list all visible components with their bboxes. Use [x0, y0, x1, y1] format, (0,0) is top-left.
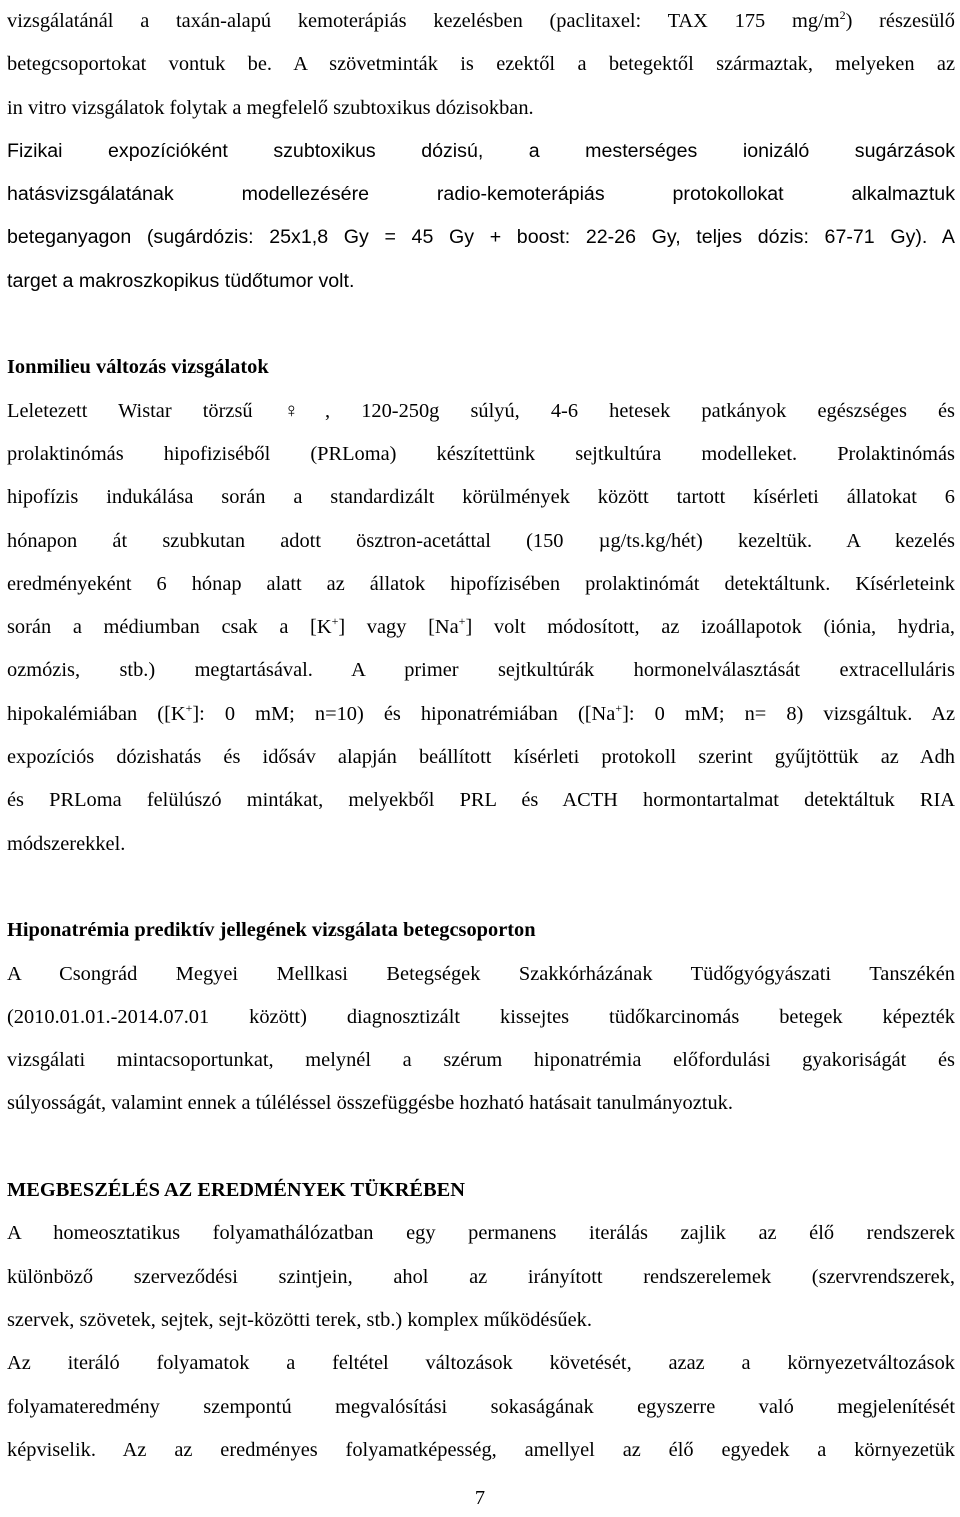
text-line: vizsgálatánál a taxán-alapú kemoterápiás kezelésben (paclitaxel: TAX 175 $mg/m^2$) részesülő — [7, 8, 955, 32]
text-line: (2010.01.01.-2014.07.01 között) diagnosztizált kissejtes tüdőkarcinomás betegek képezték — [7, 1005, 955, 1028]
text-line: folyamateredmény szempontú megvalósítási sokaságának egyszerre való megjelenítését — [7, 1395, 955, 1418]
text-line: módszerekkel. — [7, 832, 126, 855]
text-line: és PRLoma felülúszó mintákat, melyekből PRL és ACTH hormontartalmat detektáltuk RIA — [7, 789, 955, 812]
text-line: súlyosságát, valamint ennek a túléléssel összefüggésbe hozható hatásait tanulmányoztuk. — [7, 1092, 733, 1115]
text-line: Az iteráló folyamatok a feltétel változások követését, azaz a környezetváltozások — [7, 1352, 955, 1375]
text-line: eredményeként 6 hónap alatt az állatok hipofízisében prolaktinómát detektáltunk. Kísérleteink — [7, 572, 955, 595]
superscript: 2 — [839, 8, 846, 23]
text-line: expozíciós dózishatás és idősáv alapján beállított kísérleti protokoll szerint gyűjtöttük az Adh — [7, 746, 955, 769]
spacer — [7, 866, 955, 909]
text-line: ozmózis, stb.) megtartásával. A primer sejtkultúrák hormonelválasztását extracelluláris — [7, 659, 955, 682]
paragraph-ionmilieu — [7, 390, 955, 866]
text-line: beteganyagon (sugárdózis: 25x1,8 Gy = 45 Gy + boost: 22-26 Gy, teljes dózis: 67-71 Gy). A — [7, 226, 955, 249]
text-line: képviselik. Az az eredményes folyamatképesség, amellyel az élő egyedek a környezetük — [7, 1438, 955, 1461]
section-heading-hyponatremia: Hiponatrémia prediktív jellegének vizsgálata betegcsoporton — [7, 919, 536, 942]
text-line: vizsgálati mintacsoportunkat, melynél a szérum hiponatrémia előfordulási gyakoriságát és — [7, 1049, 955, 1072]
text-line: A homeosztatikus folyamathálózatban egy permanens iterálás zajlik az élő rendszerek — [7, 1222, 955, 1245]
text-line: target a makroszkopikus tüdőtumor volt. — [7, 269, 355, 292]
text-line: során a médiumban csak a [K+] vagy [Na+] volt módosított, az izoállapotok (iónia, hydria, — [7, 614, 955, 639]
spacer — [7, 1126, 955, 1169]
spacer — [7, 303, 955, 346]
paragraph-taxane — [7, 0, 955, 130]
paragraph-homeostasis — [7, 1212, 955, 1342]
superscript: + — [458, 614, 466, 629]
text-line: szervek, szövetek, sejtek, sejt-közötti terek, stb.) komplex működésűek. — [7, 1308, 592, 1331]
text-line: A Csongrád Megyei Mellkasi Betegségek Szakkórházának Tüdőgyógyászati Tanszékén — [7, 962, 955, 985]
section-heading-discussion: MEGBESZÉLÉS AZ EREDMÉNYEK TÜKRÉBEN — [7, 1179, 465, 1202]
text-line: hipofízis indukálása során a standardizált körülmények között tartott kísérleti állatokat 6 — [7, 486, 955, 509]
text-line: hónapon át szubkutan adott ösztron-acetáttal (150 µg/ts.kg/hét) kezeltük. A kezelés — [7, 529, 955, 552]
document-page — [7, 0, 955, 1472]
superscript: + — [185, 700, 193, 715]
text-line: Fizikai expozícióként szubtoxikus dózisú, a mesterséges ionizáló sugárzások — [7, 139, 955, 162]
text-line: in vitro vizsgálatok folytak a megfelelő szubtoxikus dózisokban. — [7, 96, 534, 119]
paragraph-iteration — [7, 1342, 955, 1472]
superscript: + — [615, 700, 623, 715]
text-line: különböző szerveződési szintjein, ahol az irányított rendszerelemek (szervrendszerek, — [7, 1265, 955, 1288]
paragraph-patient-group — [7, 953, 955, 1126]
superscript: + — [331, 614, 339, 629]
text-line: hipokalémiában ([K+]: 0 mM; n=10) és hiponatrémiában ([Na+]: 0 mM; n= 8) vizsgáltuk. Az — [7, 700, 956, 725]
section-heading-ionmilieu: Ionmilieu változás vizsgálatok — [7, 356, 269, 379]
text-line: betegcsoportokat vontuk be. A szövetminták is ezektől a betegektől származtak, melyeken az — [7, 53, 955, 76]
paragraph-radiochemo — [7, 130, 955, 303]
text-line: hatásvizsgálatának modellezésére radio-kemoterápiás protokollokat alkalmaztuk — [7, 183, 955, 206]
page-number: 7 — [474, 1487, 486, 1509]
text-line: prolaktinómás hipofiziséből (PRLoma) készítettünk sejtkultúra modelleket. Prolaktinómás — [7, 442, 955, 465]
text-line: Leletezett Wistar törzsű ♀, 120-250g súlyú, 4-6 hetesek patkányok egészséges és — [7, 399, 955, 422]
